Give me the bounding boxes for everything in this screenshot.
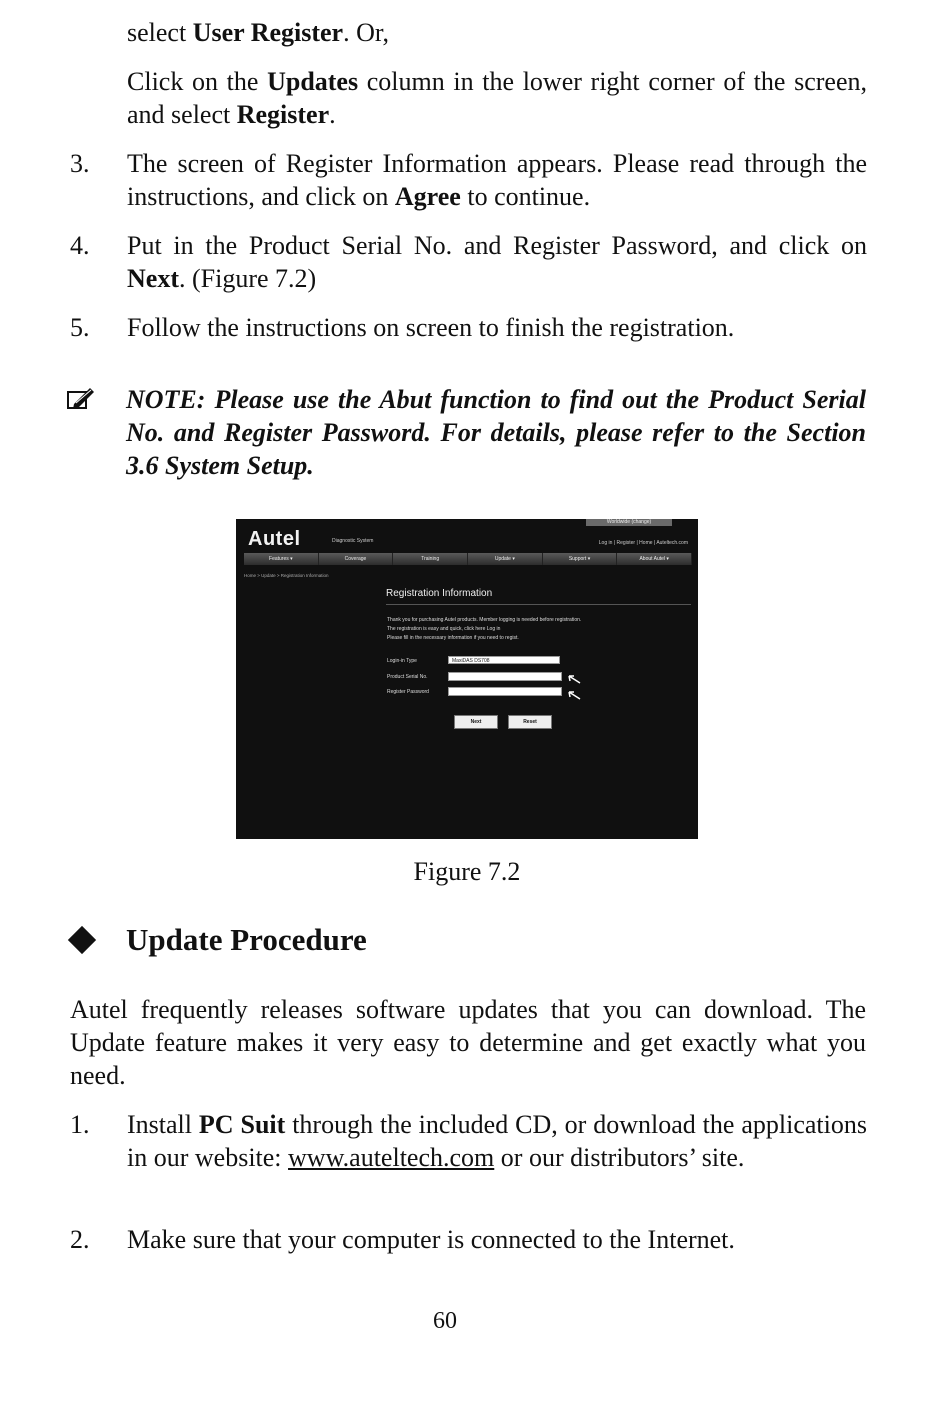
step-5-text: Follow the instructions on screen to finish the registration. <box>127 313 735 342</box>
nav-bar <box>244 553 692 565</box>
password-field <box>448 687 562 696</box>
update-step-2-text: Make sure that your computer is connected to the Internet. <box>127 1225 735 1254</box>
autel-logo: Autel <box>248 528 301 550</box>
step-3-number: 3. <box>70 149 90 178</box>
registration-title: Registration Information <box>386 588 493 599</box>
nav-item-coverage: Coverage <box>319 553 394 565</box>
step-3-text: The screen of Register Information appears. Please read through the instructions, and click on Agree to continue. <box>127 149 867 211</box>
diamond-bullet-icon <box>68 926 96 954</box>
registration-intro: Thank you for purchasing Autel products. Member logging is needed before registration. The registration is easy and quick, click here Log in Please fill in the necessary information if you need to regist. <box>387 617 582 641</box>
note-pencil-icon <box>66 386 96 412</box>
nav-item-training: Training <box>393 553 468 565</box>
pointer-arrow-icon <box>566 689 582 701</box>
password-label: Register Password <box>387 689 429 695</box>
alternate-step-text: Click on the Updates column in the lower right corner of the screen, and select Register. <box>127 67 868 129</box>
note-text: NOTE: Please use the Abut function to find out the Product Serial No. and Register Password. For details, please refer to the Section 3.6 System Setup. <box>126 385 866 480</box>
update-step-1-text: Install PC Suit through the included CD, or download the applications in our website: www.auteltech.com or our distributors’ site. <box>127 1110 867 1172</box>
breadcrumb: Home > Update > Registration Information <box>244 573 329 578</box>
nav-item-support: Support ▾ <box>543 553 618 565</box>
top-links: Log in | Register | Home | Auteltech.com <box>598 540 688 546</box>
figure-caption: Figure 7.2 <box>413 857 521 886</box>
website-link[interactable]: www.auteltech.com <box>288 1143 495 1172</box>
continued-step-text: select User Register. Or, <box>127 18 389 47</box>
step-4-text: Put in the Product Serial No. and Register Password, and click on Next. (Figure 7.2) <box>127 231 867 293</box>
title-divider <box>386 604 691 605</box>
section-title: Update Procedure <box>126 922 367 957</box>
worldwide-strip: Worldwide (change) <box>586 519 672 526</box>
serial-label: Product Serial No. <box>387 674 428 680</box>
pointer-arrow-icon <box>566 673 582 685</box>
nav-item-features: Features ▾ <box>244 553 319 565</box>
step-4-number: 4. <box>70 231 90 260</box>
login-type-label: Login-in Type <box>387 658 417 664</box>
step-5-number: 5. <box>70 313 90 342</box>
page-number: 60 <box>433 1308 457 1334</box>
logo-subtitle: Diagnostic System <box>332 538 374 544</box>
intro-paragraph: Autel frequently releases software updates that you can download. The Update feature makes it very easy to determine and get exactly what you need. <box>70 995 866 1090</box>
login-type-select: MaxiDAS DS708 <box>448 656 560 664</box>
nav-item-about: About Autel ▾ <box>617 553 692 565</box>
nav-item-update: Update ▾ <box>468 553 543 565</box>
next-button: Next <box>454 715 498 729</box>
serial-field <box>448 672 562 681</box>
update-step-2-number: 2. <box>70 1225 90 1254</box>
reset-button: Reset <box>508 715 552 729</box>
registration-screenshot <box>236 519 698 839</box>
update-step-1-number: 1. <box>70 1110 90 1139</box>
